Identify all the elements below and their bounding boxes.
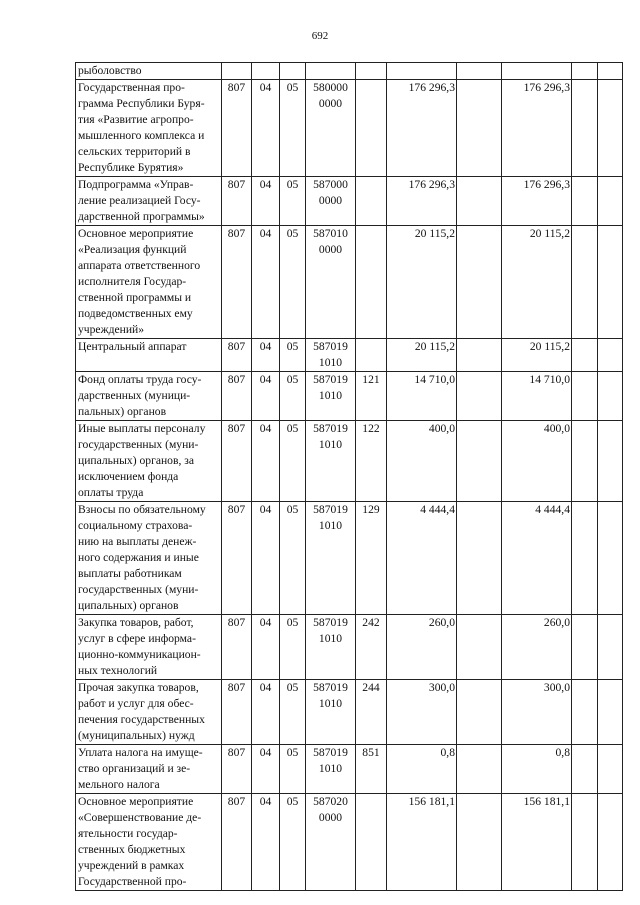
amount-other-cell: [598, 794, 623, 891]
subsection-code-cell: 05: [280, 339, 306, 372]
row-name-cell: Подпрограмма «Управ- ление реализацией Госу- дарственной программы»: [76, 177, 222, 226]
amount-extra-cell: [572, 177, 598, 226]
subsection-code-cell: 05: [280, 421, 306, 502]
amount-total-cell: 300,0: [387, 680, 457, 745]
subsection-code-cell: 05: [280, 794, 306, 891]
amount-federal-cell: [457, 339, 502, 372]
ministry-code-cell: 807: [222, 794, 252, 891]
row-name-cell: Уплата налога на имуще- ство организаций и зе- мельного налога: [76, 745, 222, 794]
section-code-cell: 04: [252, 80, 280, 177]
target-article-cell: [306, 63, 356, 80]
section-code-cell: 04: [252, 421, 280, 502]
target-article-cell: 587019 1010: [306, 680, 356, 745]
amount-total-cell: 400,0: [387, 421, 457, 502]
subsection-code-cell: 05: [280, 680, 306, 745]
amount-regional-cell: 300,0: [502, 680, 572, 745]
target-article-cell: 580000 0000: [306, 80, 356, 177]
ministry-code-cell: [222, 63, 252, 80]
target-article-cell: 587000 0000: [306, 177, 356, 226]
amount-extra-cell: [572, 421, 598, 502]
amount-extra-cell: [572, 794, 598, 891]
amount-total-cell: 176 296,3: [387, 80, 457, 177]
subsection-code-cell: 05: [280, 80, 306, 177]
amount-extra-cell: [572, 80, 598, 177]
amount-extra-cell: [572, 745, 598, 794]
amount-other-cell: [598, 372, 623, 421]
table-row: [76, 63, 623, 80]
ministry-code-cell: 807: [222, 421, 252, 502]
target-article-cell: 587010 0000: [306, 226, 356, 339]
amount-regional-cell: 260,0: [502, 615, 572, 680]
table-row: [76, 177, 623, 226]
amount-federal-cell: [457, 80, 502, 177]
amount-federal-cell: [457, 745, 502, 794]
subsection-code-cell: 05: [280, 226, 306, 339]
expense-type-cell: [356, 794, 387, 891]
amount-regional-cell: 14 710,0: [502, 372, 572, 421]
row-name-cell: Основное мероприятие «Совершенствование де- ятельности государ- ственных бюджетных учреждений в рамках Государственной про-: [76, 794, 222, 891]
ministry-code-cell: 807: [222, 372, 252, 421]
row-name-cell: Прочая закупка товаров, работ и услуг для обес- печения государственных (муниципальных) нужд: [76, 680, 222, 745]
amount-other-cell: [598, 421, 623, 502]
target-article-cell: 587019 1010: [306, 502, 356, 615]
expense-type-cell: 244: [356, 680, 387, 745]
section-code-cell: [252, 63, 280, 80]
section-code-cell: 04: [252, 680, 280, 745]
expense-type-cell: [356, 63, 387, 80]
target-article-cell: 587019 1010: [306, 615, 356, 680]
amount-total-cell: 4 444,4: [387, 502, 457, 615]
expense-type-cell: 129: [356, 502, 387, 615]
amount-other-cell: [598, 680, 623, 745]
amount-extra-cell: [572, 502, 598, 615]
target-article-cell: 587019 1010: [306, 745, 356, 794]
budget-table: [75, 62, 623, 891]
ministry-code-cell: 807: [222, 745, 252, 794]
section-code-cell: 04: [252, 372, 280, 421]
subsection-code-cell: 05: [280, 177, 306, 226]
expense-type-cell: 121: [356, 372, 387, 421]
section-code-cell: 04: [252, 339, 280, 372]
table-row: [76, 372, 623, 421]
ministry-code-cell: 807: [222, 80, 252, 177]
row-name-cell: Иные выплаты персоналу государственных (муни- ципальных) органов, за исключением фонда оплаты труда: [76, 421, 222, 502]
amount-federal-cell: [457, 680, 502, 745]
amount-regional-cell: 400,0: [502, 421, 572, 502]
page-number: 692: [311, 30, 329, 42]
amount-regional-cell: 20 115,2: [502, 339, 572, 372]
target-article-cell: 587019 1010: [306, 372, 356, 421]
amount-other-cell: [598, 177, 623, 226]
expense-type-cell: [356, 226, 387, 339]
amount-extra-cell: [572, 372, 598, 421]
expense-type-cell: 122: [356, 421, 387, 502]
subsection-code-cell: 05: [280, 502, 306, 615]
amount-regional-cell: 4 444,4: [502, 502, 572, 615]
row-name-cell: Фонд оплаты труда госу- дарственных (муници- пальных) органов: [76, 372, 222, 421]
amount-total-cell: [387, 63, 457, 80]
table-body: [76, 63, 623, 891]
row-name-cell: Государственная про- грамма Республики Буря- тия «Развитие агропро- мышленного комплекса и сельских территорий в Республике Бурятия»: [76, 80, 222, 177]
amount-regional-cell: 20 115,2: [502, 226, 572, 339]
table-row: [76, 421, 623, 502]
section-code-cell: 04: [252, 226, 280, 339]
ministry-code-cell: 807: [222, 615, 252, 680]
amount-federal-cell: [457, 372, 502, 421]
subsection-code-cell: 05: [280, 372, 306, 421]
target-article-cell: 587019 1010: [306, 339, 356, 372]
amount-federal-cell: [457, 63, 502, 80]
subsection-code-cell: 05: [280, 745, 306, 794]
table-row: [76, 615, 623, 680]
amount-other-cell: [598, 339, 623, 372]
amount-total-cell: 14 710,0: [387, 372, 457, 421]
amount-extra-cell: [572, 615, 598, 680]
table-row: [76, 226, 623, 339]
subsection-code-cell: 05: [280, 615, 306, 680]
section-code-cell: 04: [252, 745, 280, 794]
amount-other-cell: [598, 63, 623, 80]
amount-total-cell: 20 115,2: [387, 339, 457, 372]
ministry-code-cell: 807: [222, 177, 252, 226]
ministry-code-cell: 807: [222, 226, 252, 339]
amount-federal-cell: [457, 177, 502, 226]
table-row: [76, 339, 623, 372]
amount-regional-cell: 176 296,3: [502, 177, 572, 226]
expense-type-cell: [356, 339, 387, 372]
expense-type-cell: 851: [356, 745, 387, 794]
amount-total-cell: 0,8: [387, 745, 457, 794]
amount-total-cell: 176 296,3: [387, 177, 457, 226]
table-row: [76, 680, 623, 745]
amount-federal-cell: [457, 226, 502, 339]
table-row: [76, 745, 623, 794]
amount-federal-cell: [457, 421, 502, 502]
amount-regional-cell: 0,8: [502, 745, 572, 794]
section-code-cell: 04: [252, 502, 280, 615]
amount-other-cell: [598, 502, 623, 615]
amount-extra-cell: [572, 226, 598, 339]
amount-extra-cell: [572, 680, 598, 745]
amount-other-cell: [598, 745, 623, 794]
amount-other-cell: [598, 226, 623, 339]
amount-other-cell: [598, 615, 623, 680]
section-code-cell: 04: [252, 177, 280, 226]
ministry-code-cell: 807: [222, 339, 252, 372]
expense-type-cell: [356, 80, 387, 177]
table-row: [76, 794, 623, 891]
row-name-cell: Основное мероприятие «Реализация функций аппарата ответственного исполнителя Государ- ственной программы и подведомственных ему учреждений»: [76, 226, 222, 339]
table-row: [76, 502, 623, 615]
row-name-cell: Центральный аппарат: [76, 339, 222, 372]
table-row: [76, 80, 623, 177]
amount-regional-cell: [502, 63, 572, 80]
expense-type-cell: 242: [356, 615, 387, 680]
amount-regional-cell: 156 181,1: [502, 794, 572, 891]
amount-other-cell: [598, 80, 623, 177]
target-article-cell: 587019 1010: [306, 421, 356, 502]
amount-extra-cell: [572, 339, 598, 372]
subsection-code-cell: [280, 63, 306, 80]
amount-total-cell: 156 181,1: [387, 794, 457, 891]
section-code-cell: 04: [252, 794, 280, 891]
ministry-code-cell: 807: [222, 680, 252, 745]
row-name-cell: рыболовство: [76, 63, 222, 80]
amount-federal-cell: [457, 615, 502, 680]
amount-total-cell: 20 115,2: [387, 226, 457, 339]
amount-federal-cell: [457, 502, 502, 615]
row-name-cell: Взносы по обязательному социальному страхова- нию на выплаты денеж- ного содержания и иные выплаты работникам государственных (муни- ципальных) органов: [76, 502, 222, 615]
amount-extra-cell: [572, 63, 598, 80]
section-code-cell: 04: [252, 615, 280, 680]
amount-federal-cell: [457, 794, 502, 891]
amount-regional-cell: 176 296,3: [502, 80, 572, 177]
row-name-cell: Закупка товаров, работ, услуг в сфере информа- ционно-коммуникацион- ных технологий: [76, 615, 222, 680]
expense-type-cell: [356, 177, 387, 226]
amount-total-cell: 260,0: [387, 615, 457, 680]
ministry-code-cell: 807: [222, 502, 252, 615]
target-article-cell: 587020 0000: [306, 794, 356, 891]
